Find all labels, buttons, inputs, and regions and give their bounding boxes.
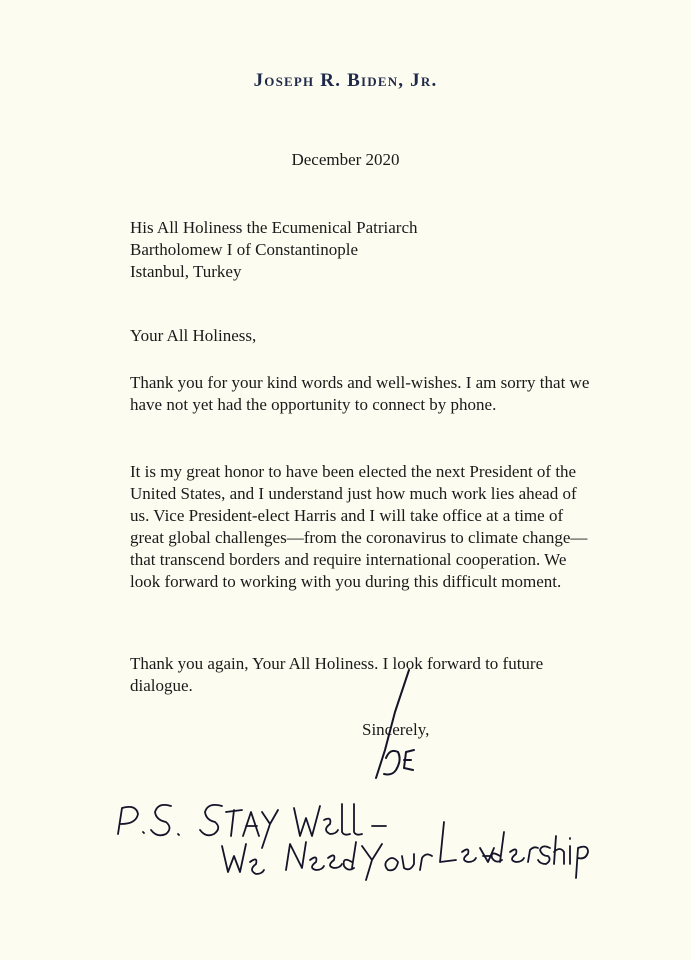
recipient-line: Bartholomew I of Constantinople (130, 240, 359, 259)
paragraph-2: It is my great honor to have been elected the next President of the United States, and I understand just how much work lies ahead of us. Vice President-elect Harris and I will take office at a time of great global challenges—from the coronavirus to climate change—that transcend borders and require international cooperation. We look forward to working with you during this difficult moment. (130, 462, 588, 591)
salutation: Your All Holiness, (130, 326, 257, 345)
paragraph-3: Thank you again, Your All Holiness. I look forward to future dialogue. (130, 654, 544, 695)
closing: Sincerely, (362, 720, 430, 739)
paragraph-1: Thank you for your kind words and well-wishes. I am sorry that we have not yet had the opportunity to connect by phone. (130, 373, 590, 414)
letterhead-name: Joseph R. Biden, Jr. (253, 70, 438, 91)
recipient-line: Istanbul, Turkey (130, 262, 242, 281)
postscript-handwriting (118, 804, 588, 880)
letter-date: December 2020 (291, 150, 400, 169)
signature-mark (376, 670, 414, 778)
recipient-line: His All Holiness the Ecumenical Patriarch (130, 218, 418, 237)
